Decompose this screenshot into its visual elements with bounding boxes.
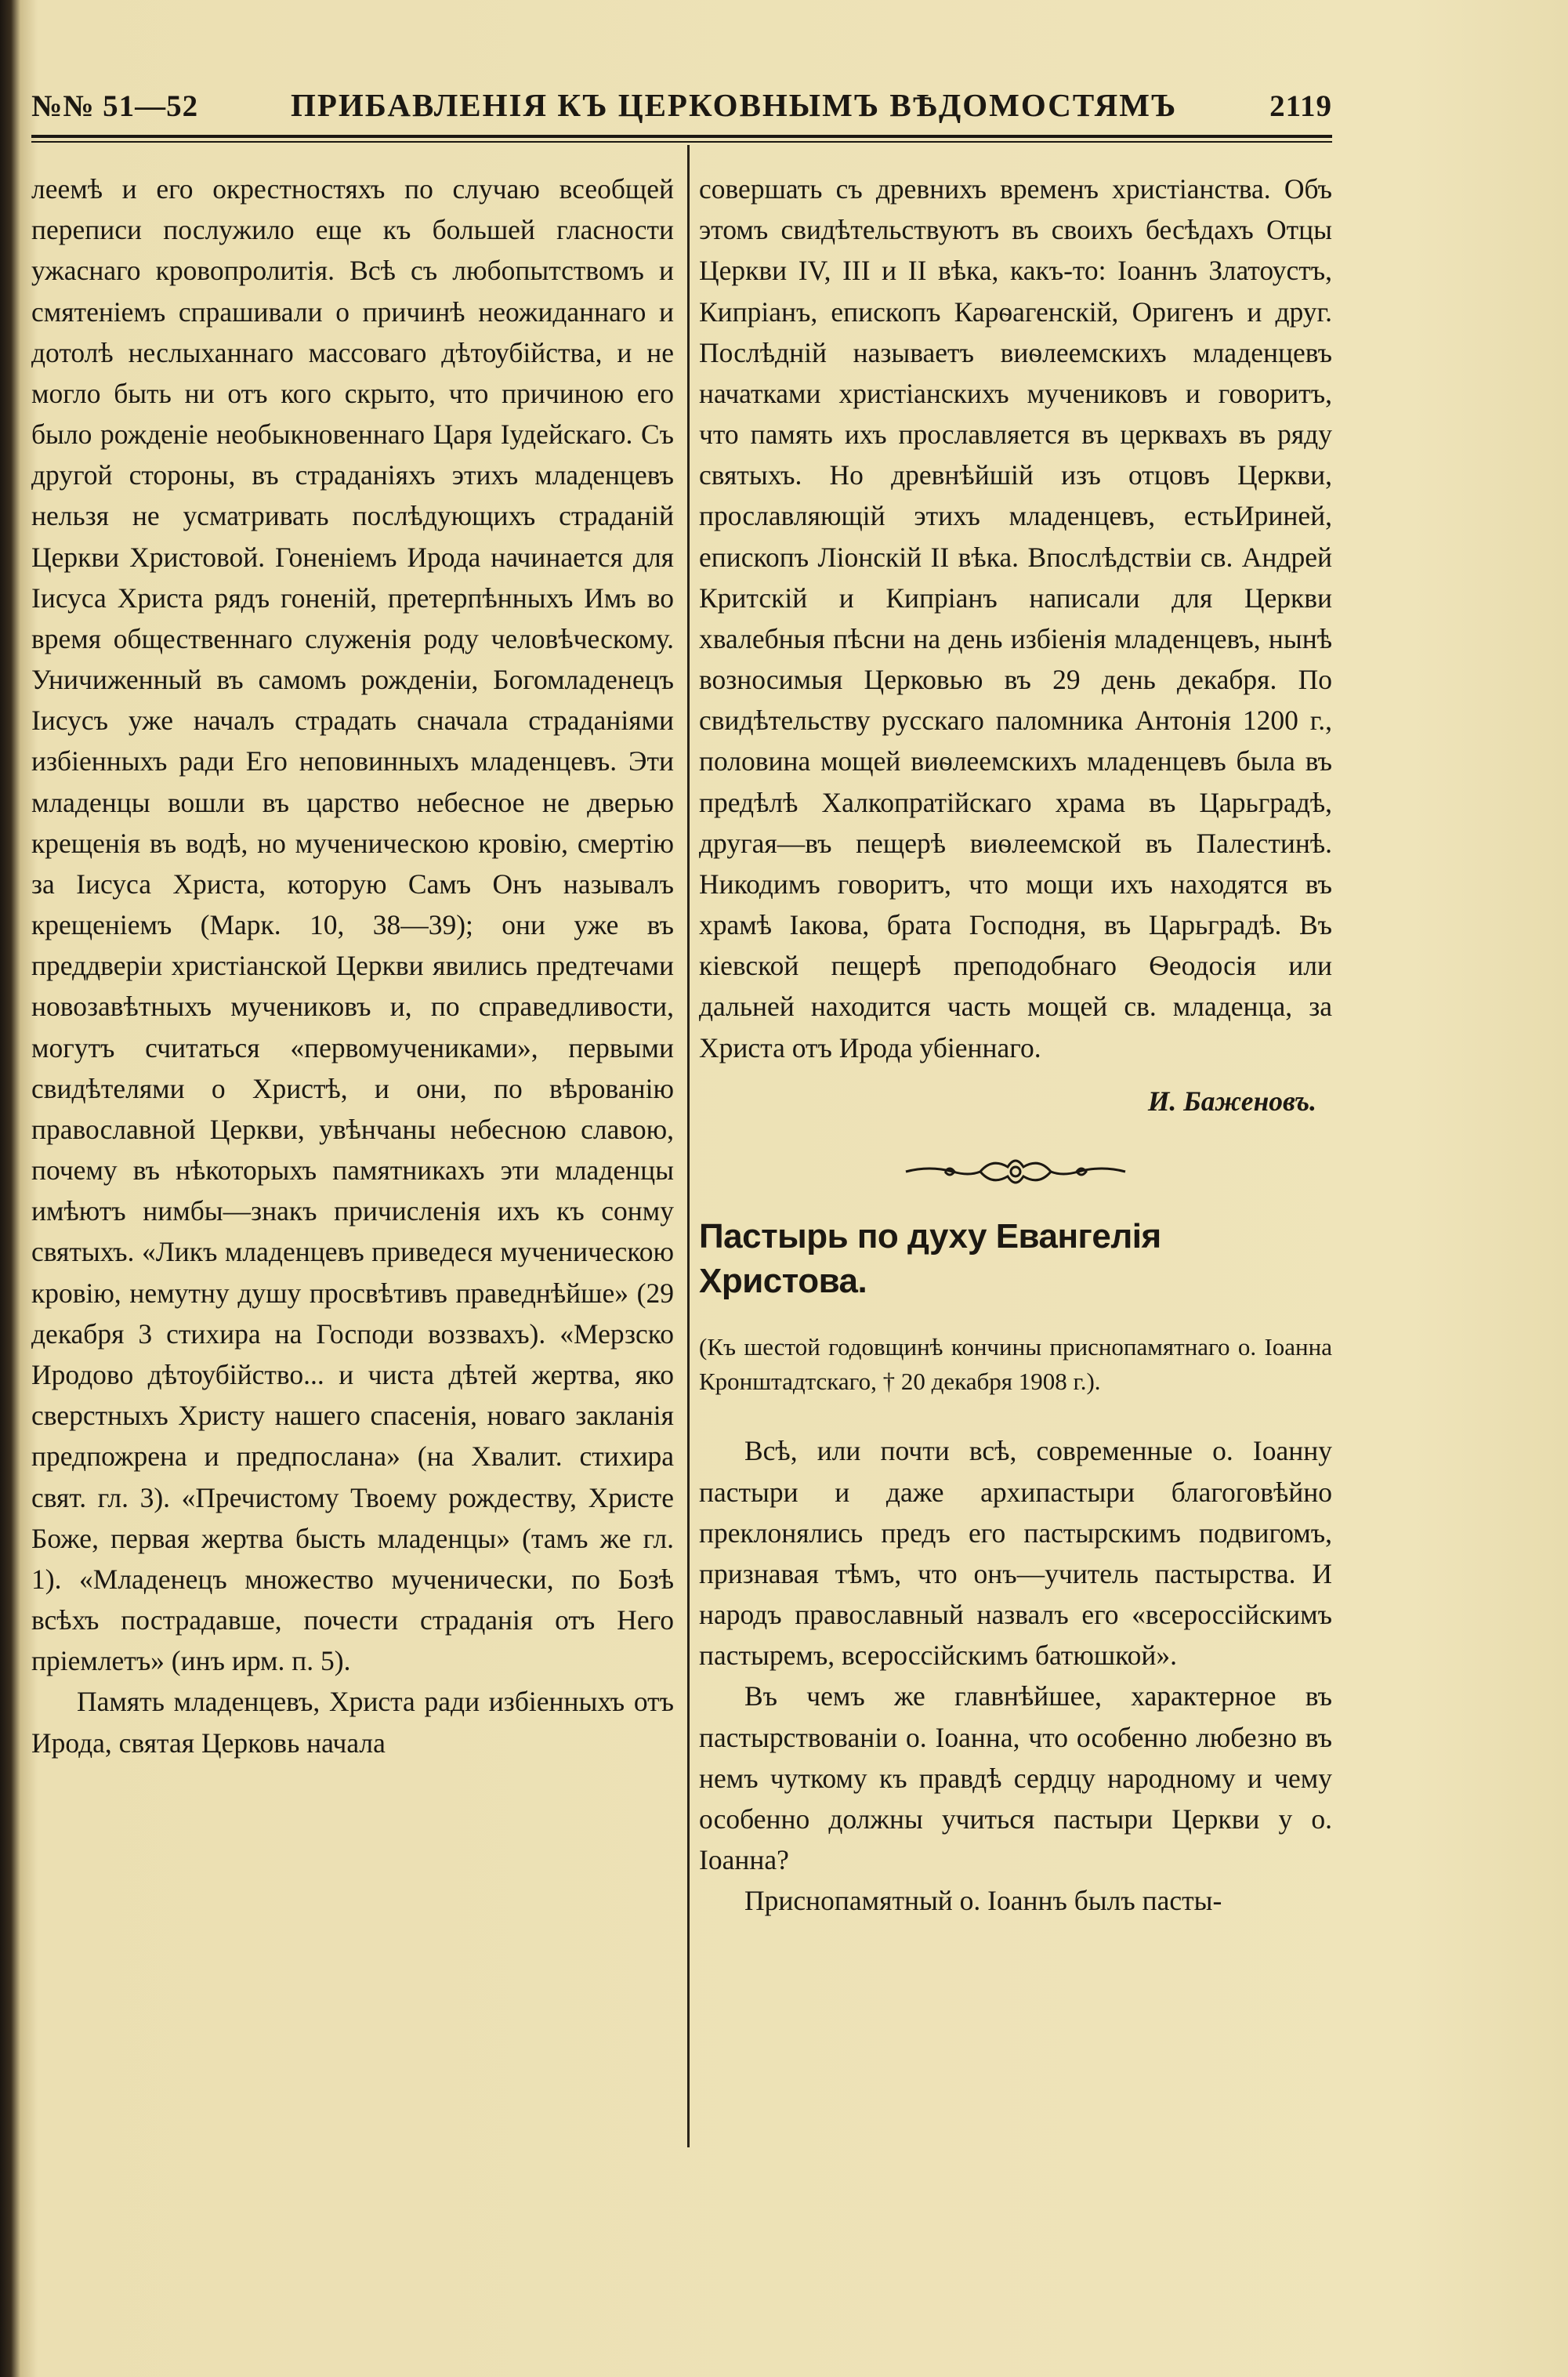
left-paragraph-1: леемѣ и его окрестностяхъ по случаю всеобщей переписи послужило еще къ большей гласности ужаснаго кровопролитія. Всѣ съ любопытствомъ и смятеніемъ спрашивали о причинѣ неожиданнаго и дотолѣ неслыханнаго массоваго дѣтоубійства, и не могло быть ни отъ кого скрыто, что причиною его было рожденіе необыкновеннаго Царя Іудейскаго. Съ другой стороны, въ страданіяхъ этихъ младенцевъ нельзя не усматривать послѣдующихъ страданій Церкви Христовой. Гоненіемъ Ирода начинается для Іисуса Христа рядъ гоненій, претерпѣнныхъ Имъ во время общественнаго служенія роду человѣческому. Уничиженный въ самомъ рожденіи, Богомладенецъ Іисусъ уже началъ страдать сначала страданіями избіенныхъ ради Его неповинныхъ младенцевъ. Эти младенцы вошли въ царство небесное не дверью крещенія въ водѣ, но мученическою кровію, смертію за Іисуса Христа, которую Самъ Онъ называлъ крещеніемъ (Марк. 10, 38—39); они уже въ преддверіи христіанской Церкви явились предтечами новозавѣтныхъ мучениковъ и, по справедливости, могутъ считаться «первомучениками», первыми свидѣтелями о Христѣ, и они, по вѣрованію православной Церкви, увѣнчаны небесною славою, почему въ нѣкоторыхъ памятникахъ эти младенцы имѣютъ нимбы—знакъ причисленія ихъ къ сонму святыхъ. «Ликъ младенцевъ приведеся мученическою кровію, немутну душу просвѣтивъ праведнѣйше» (29 декабря 3 стихира на Господи воззвахъ). «Мерзско Иродово дѣтоубійство... и чиста дѣтей жертва, яко сверстныхъ Христу нашего спасенія, новаго закланія предпожрена и предпослана» (на Хвалит. стихира свят. гл. 3). «Пречистому Твоему рождеству, Христе Боже, первая жертва бысть младенцы» (тамъ же гл. 1). «Младенецъ множество мученически, по Бозѣ всѣхъ пострадавше, почести страданія отъ Него пріемлетъ» (инъ ирм. п. 5).: [31, 173, 674, 1677]
right-paragraph-3: Въ чемъ же главнѣйшее, характерное въ пастырствованіи о. Іоанна, что особенно любезно въ немъ чуткому къ правдѣ сердцу народному и чему особенно должны учиться пастыри Церкви у о. Іоанна?: [699, 1680, 1332, 1876]
floral-divider-icon: [898, 1151, 1133, 1190]
right-paragraph-2: Всѣ, или почти всѣ, современные о. Іоанну пастыри и даже архипастыри благоговѣйно преклонялись предъ его пастырскимъ подвигомъ, признавая тѣмъ, что онъ—учитель пастырства. И народъ православный назвалъ его «всероссійскимъ пастыремъ, всероссійскимъ батюшкой».: [699, 1435, 1332, 1672]
issue-number: №№ 51—52: [31, 89, 199, 123]
header-rule-thick: [31, 135, 1332, 138]
article-title: Пастырь по духу Евангелія Христова.: [699, 1216, 1161, 1301]
right-paragraph-4: Приснопамятный о. Іоаннъ былъ пасты-: [744, 1885, 1222, 1917]
left-paragraph-2: Память младенцевъ, Христа ради избіенныхъ отъ Ирода, святая Церковь начала: [31, 1686, 674, 1759]
right-column: [699, 168, 1332, 1921]
page-number: 2119: [1269, 89, 1332, 123]
page-header: [31, 86, 1332, 132]
column-divider: [687, 145, 690, 2147]
author-signature: И. Баженовъ.: [1147, 1085, 1316, 1117]
header-rule-thin: [31, 141, 1332, 143]
publication-title: ПРИБАВЛЕНІЯ КЪ ЦЕРКОВНЫМЪ ВѢДОМОСТЯМЪ: [290, 87, 1178, 123]
right-paragraph-1: совершать съ древнихъ временъ христіанства. Объ этомъ свидѣтельствуютъ въ своихъ бесѣдахъ Отцы Церкви IV, III и II вѣка, какъ-то: Іоаннъ Златоустъ, Кипріанъ, епископъ Карѳагенскій, Оригенъ и друг. Послѣдній называетъ виѳлеемскихъ младенцевъ начатками христіанскихъ мучениковъ и говоритъ, что память ихъ прославляется въ церквахъ въ ряду святыхъ. Но древнѣйшій изъ отцовъ Церкви, прославляющій этихъ младенцевъ, естьИриней, епископъ Ліонскій II вѣка. Впослѣдствіи св. Андрей Критскій и Кипріанъ написали для Церкви хвалебныя пѣсни на день избіенія младенцевъ, нынѣ возносимыя Церковью въ 29 день декабря. По свидѣтельству русскаго паломника Антонія 1200 г., половина мощей виѳлеемскихъ младенцевъ была въ предѣлѣ Халкопратійскаго храма въ Царьградѣ, другая—въ пещерѣ виѳлеемской въ Палестинѣ. Никодимъ говоритъ, что мощи ихъ находятся въ храмѣ Іакова, брата Господня, въ Царьградѣ. Въ кіевской пещерѣ преподобнаго Ѳеодосія или дальней находится часть мощей св. младенца, за Христа отъ Ирода убіеннаго.: [699, 173, 1332, 1063]
article-subtitle: (Къ шестой годовщинѣ кончины приснопамятнаго о. Іоанна Кронштадтскаго, † 20 декабря 1908 г.).: [699, 1333, 1332, 1396]
left-column: [31, 168, 674, 1763]
